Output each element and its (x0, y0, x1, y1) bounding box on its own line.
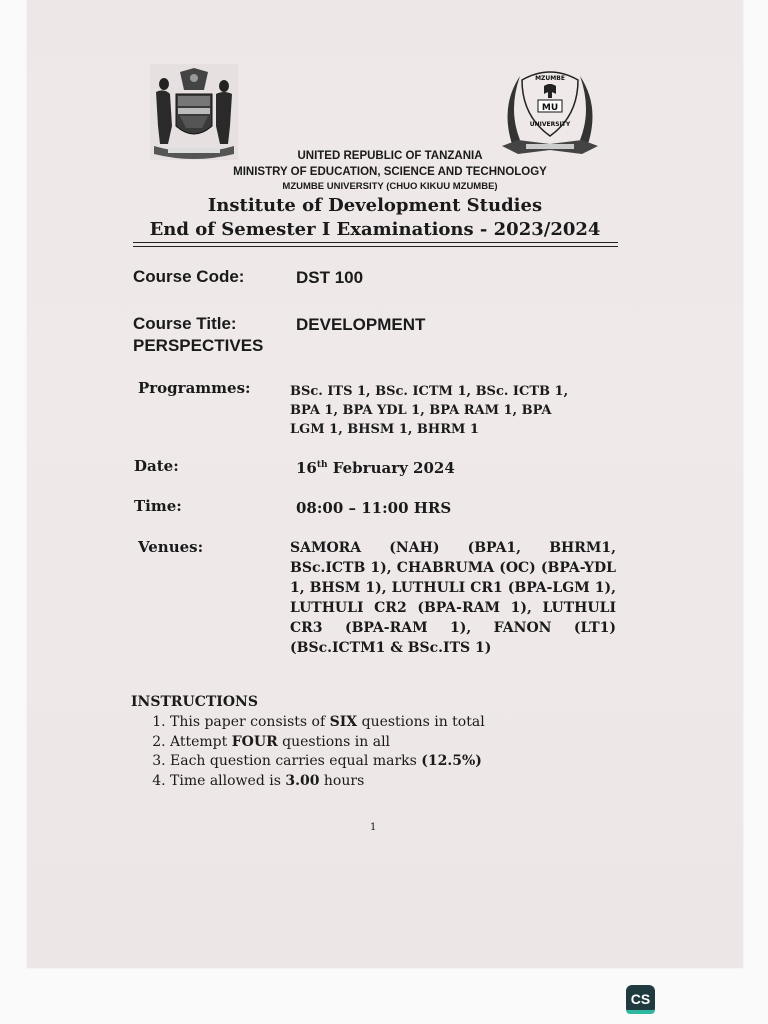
programmes-label: Programmes: (138, 379, 251, 397)
date-label: Date: (134, 457, 179, 475)
header-line-ministry: MINISTRY OF EDUCATION, SCIENCE AND TECHNOLOGY (233, 166, 547, 178)
venues-label: Venues: (138, 538, 204, 556)
course-title-line2: PERSPECTIVES (133, 336, 264, 355)
title-underline-double (133, 246, 618, 247)
course-title-line1: DEVELOPMENT (296, 315, 426, 334)
programmes-line3: LGM 1, BHSM 1, BHRM 1 (290, 422, 479, 437)
course-code-label: Course Code: (133, 267, 245, 286)
instruction-item: 3. Each question carries equal marks (12.5%) (170, 752, 485, 772)
svg-text:MZUMBE: MZUMBE (535, 75, 565, 82)
exam-title: End of Semester I Examinations - 2023/2024 (149, 219, 601, 240)
instruction-item: 2. Attempt FOUR questions in all (170, 733, 485, 753)
coat-of-arms-logo (150, 64, 238, 160)
programmes-line1: BSc. ITS 1, BSc. ICTM 1, BSc. ICTB 1, (290, 384, 569, 399)
venues-text: SAMORA (NAH) (BPA1, BHRM1, BSc.ICTB 1), CHABRUMA (OC) (BPA-YDL 1, BHSM 1), LUTHULI CR1 (BPA-LGM 1), LUTHULI CR2 (BPA-RAM 1), LUTHULI CR3 (BPA-RAM 1), FANON (LT1) (BSc.ICTM1 & BSc.ITS 1) (290, 540, 616, 656)
instructions-list (148, 713, 485, 791)
institute-name: Institute of Development Studies (207, 195, 543, 216)
title-underline (133, 242, 618, 243)
camscanner-badge[interactable]: CS (626, 985, 655, 1014)
instruction-item: 4. Time allowed is 3.00 hours (170, 772, 485, 792)
svg-text:UNIVERSITY: UNIVERSITY (529, 121, 571, 128)
time-value: 08:00 – 11:00 HRS (296, 499, 452, 517)
time-label: Time: (134, 497, 182, 515)
svg-text:MU: MU (541, 103, 559, 113)
course-code-value: DST 100 (296, 268, 364, 287)
header-line-university: MZUMBE UNIVERSITY (CHUO KIKUU MZUMBE) (282, 181, 498, 192)
header-line-country: UNITED REPUBLIC OF TANZANIA (297, 150, 483, 162)
exam-paper (27, 0, 743, 968)
page-number: 1 (370, 822, 377, 833)
course-title-label: Course Title: (133, 314, 237, 333)
instructions-title: INSTRUCTIONS (131, 694, 258, 710)
programmes-line2: BPA 1, BPA YDL 1, BPA RAM 1, BPA (290, 403, 552, 418)
date-value: 16th February 2024 (296, 459, 455, 477)
instruction-item: 1. This paper consists of SIX questions in total (170, 713, 485, 733)
